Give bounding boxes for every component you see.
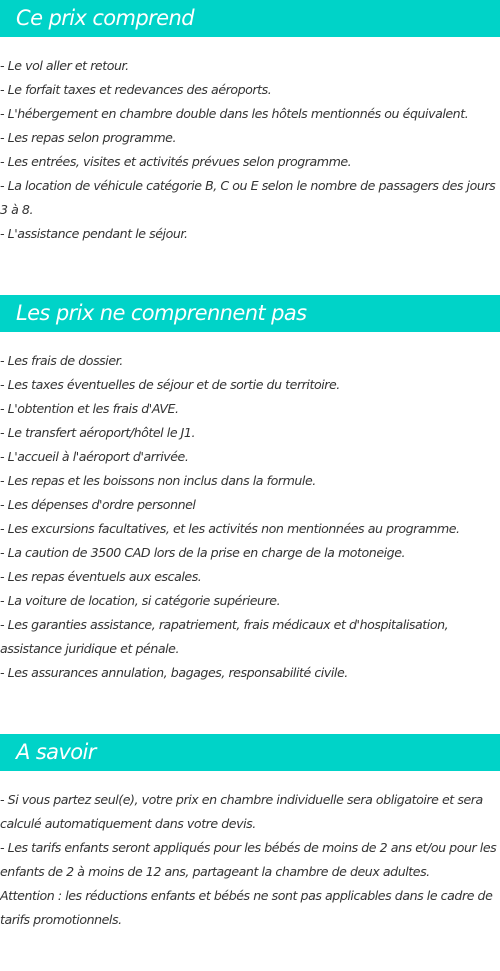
list-item: - Les garanties assistance, rapatriement, frais médicaux et d'hospitalisation, assistance juridique et pénale. — [0, 617, 449, 656]
list-item: - Les tarifs enfants seront appliqués pour les bébés de moins de 2 ans et/ou pour les enfants de 2 à moins de 12 ans, partageant la chambre de deux adultes. — [0, 840, 497, 879]
list-item: - La location de véhicule catégorie B, C ou E selon le nombre de passagers des jours 3 à 8. — [0, 178, 496, 217]
section-header-good-to-know — [0, 734, 500, 771]
list-item: - Le forfait taxes et redevances des aéroports. — [0, 82, 272, 97]
list-item: - L'hébergement en chambre double dans les hôtels mentionnés ou équivalent. — [0, 106, 469, 121]
section-header-included — [0, 0, 500, 37]
list-item: - Les excursions facultatives, et les activités non mentionnées au programme. — [0, 521, 460, 536]
list-item: - Les entrées, visites et activités prévues selon programme. — [0, 154, 352, 169]
list-item: - Le transfert aéroport/hôtel le J1. — [0, 425, 196, 440]
list-item: - Les repas et les boissons non inclus dans la formule. — [0, 473, 316, 488]
list-item: Attention : les réductions enfants et bébés ne sont pas applicables dans le cadre de tarifs promotionnels. — [0, 888, 493, 927]
section-title: A savoir — [16, 740, 96, 764]
list-item: - Les dépenses d'ordre personnel — [0, 497, 196, 512]
list-item: - L'assistance pendant le séjour. — [0, 226, 188, 241]
included-list — [0, 54, 500, 246]
list-item: - Les repas éventuels aux escales. — [0, 569, 202, 584]
list-item: - La voiture de location, si catégorie supérieure. — [0, 593, 281, 608]
list-item: - Les frais de dossier. — [0, 353, 123, 368]
list-item: - Les assurances annulation, bagages, responsabilité civile. — [0, 665, 348, 680]
not-included-list — [0, 349, 500, 685]
good-to-know-list — [0, 788, 500, 932]
list-item: - La caution de 3500 CAD lors de la prise en charge de la motoneige. — [0, 545, 406, 560]
list-item: - Le vol aller et retour. — [0, 58, 129, 73]
section-title: Ce prix comprend — [16, 6, 194, 30]
section-header-not-included — [0, 295, 500, 332]
list-item: - L'obtention et les frais d'AVE. — [0, 401, 179, 416]
list-item: - Si vous partez seul(e), votre prix en chambre individuelle sera obligatoire et sera calculé automatiquement dans votre devis. — [0, 792, 483, 831]
list-item: - Les repas selon programme. — [0, 130, 177, 145]
section-title: Les prix ne comprennent pas — [16, 301, 307, 325]
list-item: - L'accueil à l'aéroport d'arrivée. — [0, 449, 189, 464]
list-item: - Les taxes éventuelles de séjour et de sortie du territoire. — [0, 377, 340, 392]
